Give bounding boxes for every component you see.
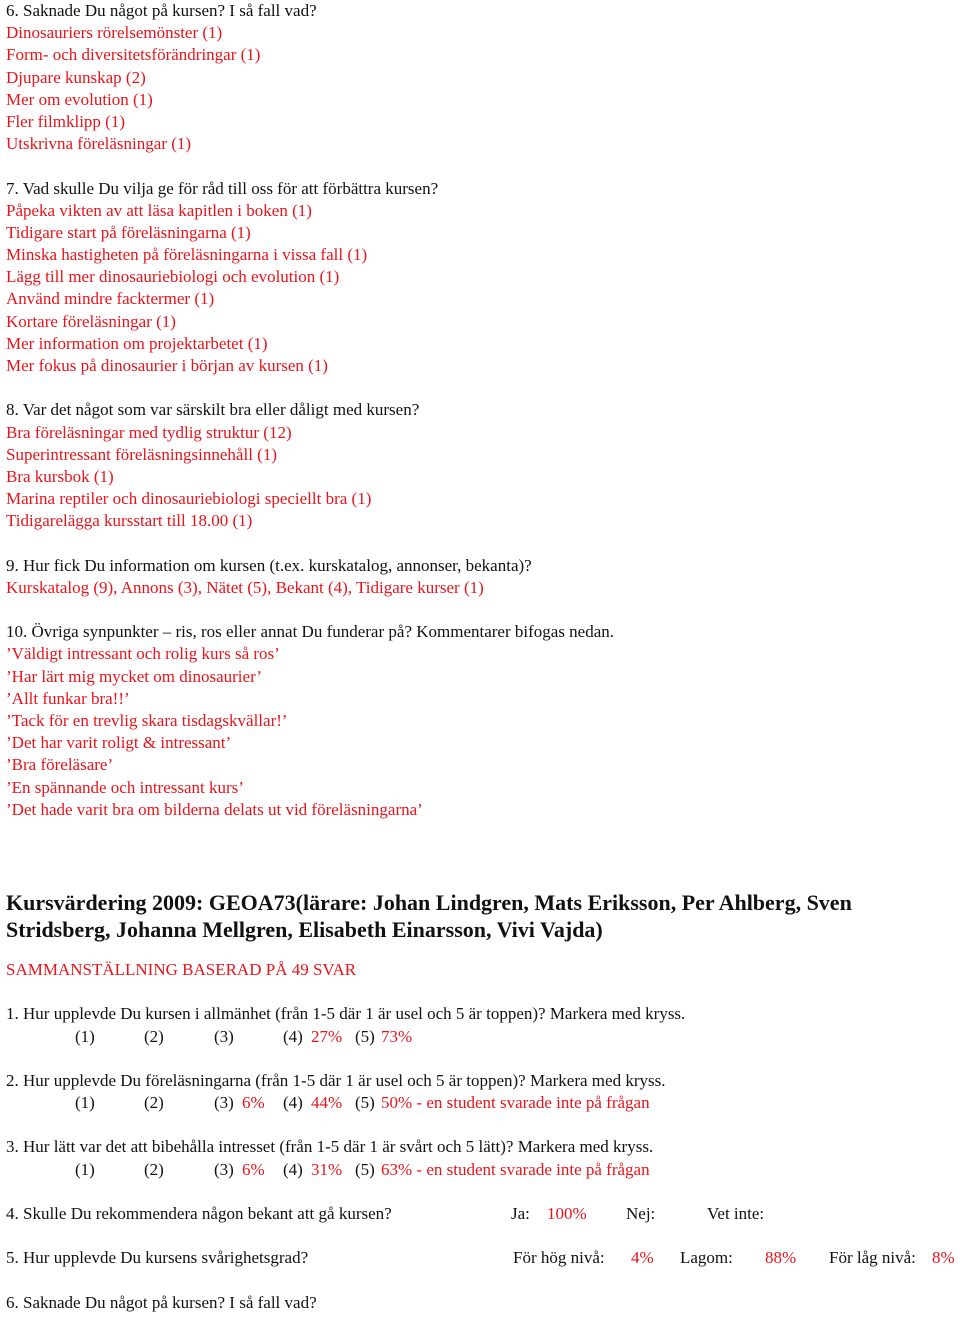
eval-question-1: 1. Hur upplevde Du kursen i allmänhet (från 1-5 där 1 är usel och 5 är toppen)? Markera med kryss. bbox=[6, 1004, 686, 1024]
ok-level-value: 88% bbox=[765, 1248, 797, 1268]
eval-question-3: 3. Hur lätt var det att bibehålla intresset (från 1-5 där 1 är svårt och 5 lätt)? Markera med kryss. bbox=[6, 1137, 654, 1157]
no-label: Nej: bbox=[626, 1204, 656, 1223]
answer-item: Tidigarelägga kursstart till 18.00 (1) bbox=[6, 511, 253, 531]
evaluation-heading: Kursvärdering 2009: GEOA73(lärare: Johan Lindgren, Mats Eriksson, Per Ahlberg, Sven Stridsberg, Johanna Mellgren, Elisabeth Einarsson, Vivi Vajda) bbox=[6, 889, 852, 942]
scale-percent-4: 27% bbox=[311, 1026, 343, 1046]
scale-percent-3: 6% bbox=[242, 1159, 265, 1179]
scale-option-4: (4) bbox=[283, 1026, 303, 1046]
answer-item: ’Väldigt intressant och rolig kurs så ros’ bbox=[6, 644, 280, 664]
scale-option-5: (5) bbox=[355, 1159, 375, 1179]
unsure-label: Vet inte: bbox=[707, 1204, 765, 1223]
scale-option-2: (2) bbox=[144, 1093, 164, 1113]
scale-option-3: (3) bbox=[214, 1093, 234, 1113]
scale-option-3: (3) bbox=[214, 1159, 234, 1179]
answer-item: Utskrivna föreläsningar (1) bbox=[6, 134, 192, 154]
scale-option-2: (2) bbox=[144, 1159, 164, 1179]
scale-option-3: (3) bbox=[214, 1026, 234, 1046]
eval-question-4-row bbox=[6, 1203, 960, 1225]
answer-item: Marina reptiler och dinosauriebiologi speciellt bra (1) bbox=[6, 489, 372, 509]
eval-question-5: 5. Hur upplevde Du kursens svårighetsgrad? bbox=[6, 1248, 309, 1268]
scale-option-2: (2) bbox=[144, 1026, 164, 1046]
scale-percent-4: 44% bbox=[311, 1093, 343, 1113]
answer-item: Superintressant föreläsningsinnehåll (1) bbox=[6, 444, 277, 464]
scale-option-5: (5) bbox=[355, 1026, 375, 1046]
scale-percent-4: 31% bbox=[311, 1159, 343, 1179]
scale-percent-5: 63% - en student svarade inte på frågan bbox=[381, 1159, 650, 1179]
question-10: 10. Övriga synpunkter – ris, ros eller annat Du funderar på? Kommentarer bifogas nedan. bbox=[6, 622, 615, 642]
yes-label: Ja: bbox=[511, 1204, 530, 1223]
eval-question-5-row bbox=[6, 1247, 960, 1269]
answers-q8 bbox=[6, 422, 960, 533]
eval-question-6: 6. Saknade Du något på kursen? I så fall vad? bbox=[6, 1292, 317, 1312]
answer-item: Mer information om projektarbetet (1) bbox=[6, 333, 268, 353]
answer-item: ’Det hade varit bra om bilderna delats ut vid föreläsningarna’ bbox=[6, 799, 423, 819]
answer-item: Djupare kunskap (2) bbox=[6, 67, 146, 87]
answer-item: Mer om evolution (1) bbox=[6, 89, 153, 109]
answer-item: Minska hastigheten på föreläsningarna i vissa fall (1) bbox=[6, 245, 368, 265]
eval-q1-scale bbox=[6, 1026, 960, 1048]
answer-item: ’Det har varit roligt & intressant’ bbox=[6, 733, 232, 753]
answers-q7 bbox=[6, 200, 960, 378]
ok-level-label: Lagom: bbox=[680, 1248, 733, 1268]
answer-item: ’Har lärt mig mycket om dinosaurier’ bbox=[6, 666, 263, 686]
eval-question-2: 2. Hur upplevde Du föreläsningarna (från 1-5 där 1 är usel och 5 är toppen)? Markera med kryss. bbox=[6, 1070, 666, 1090]
answer-item: Påpeka vikten av att läsa kapitlen i boken (1) bbox=[6, 200, 312, 220]
answer-item: Tidigare start på föreläsningarna (1) bbox=[6, 222, 251, 242]
answer-item: Använd mindre facktermer (1) bbox=[6, 289, 215, 309]
scale-option-4: (4) bbox=[283, 1093, 303, 1113]
question-6-top: 6. Saknade Du något på kursen? I så fall vad? bbox=[6, 1, 317, 20]
question-7: 7. Vad skulle Du vilja ge för råd till oss för att förbättra kursen? bbox=[6, 178, 439, 198]
answer-item: Fler filmklipp (1) bbox=[6, 111, 125, 131]
answers-q6-top bbox=[6, 22, 960, 155]
scale-option-1: (1) bbox=[75, 1159, 95, 1179]
answer-item: Bra kursbok (1) bbox=[6, 466, 114, 486]
answer-item: ’Allt funkar bra!!’ bbox=[6, 688, 130, 708]
scale-option-4: (4) bbox=[283, 1159, 303, 1179]
answer-item: Mer fokus på dinosaurier i början av kursen (1) bbox=[6, 356, 328, 375]
eval-question-4: 4. Skulle Du rekommendera någon bekant att gå kursen? bbox=[6, 1204, 392, 1223]
high-level-label: För hög nivå: bbox=[513, 1248, 605, 1268]
question-9: 9. Hur fick Du information om kursen (t.ex. kurskatalog, annonser, bekanta)? bbox=[6, 555, 532, 575]
answer-item: Lägg till mer dinosauriebiologi och evolution (1) bbox=[6, 267, 340, 287]
answer-item: Form- och diversitetsförändringar (1) bbox=[6, 45, 261, 65]
scale-option-1: (1) bbox=[75, 1026, 95, 1046]
scale-percent-5: 73% bbox=[381, 1026, 413, 1046]
answers-q10 bbox=[6, 643, 960, 821]
low-level-value: 8% bbox=[932, 1248, 955, 1268]
low-level-label: För låg nivå: bbox=[829, 1248, 916, 1268]
summary-line: SAMMANSTÄLLNING BASERAD PÅ 49 SVAR bbox=[6, 959, 357, 979]
answer-item: ’Bra föreläsare’ bbox=[6, 755, 114, 775]
question-8: 8. Var det något som var särskilt bra eller dåligt med kursen? bbox=[6, 400, 420, 420]
high-level-value: 4% bbox=[631, 1248, 654, 1268]
answer-item: Bra föreläsningar med tydlig struktur (12) bbox=[6, 422, 292, 442]
eval-q2-scale bbox=[6, 1092, 960, 1114]
document-page bbox=[6, 0, 960, 1314]
answer-q9: Kurskatalog (9), Annons (3), Nätet (5), Bekant (4), Tidigare kurser (1) bbox=[6, 577, 484, 597]
scale-option-1: (1) bbox=[75, 1093, 95, 1113]
answer-item: Kortare föreläsningar (1) bbox=[6, 311, 176, 331]
yes-value: 100% bbox=[547, 1204, 587, 1223]
answer-item: Dinosauriers rörelsemönster (1) bbox=[6, 23, 223, 43]
scale-percent-3: 6% bbox=[242, 1093, 265, 1113]
scale-percent-5: 50% - en student svarade inte på frågan bbox=[381, 1093, 650, 1113]
eval-q3-scale bbox=[6, 1159, 960, 1181]
answer-item: ’En spännande och intressant kurs’ bbox=[6, 777, 244, 797]
scale-option-5: (5) bbox=[355, 1093, 375, 1113]
answer-item: ’Tack för en trevlig skara tisdagskvällar!’ bbox=[6, 711, 288, 730]
